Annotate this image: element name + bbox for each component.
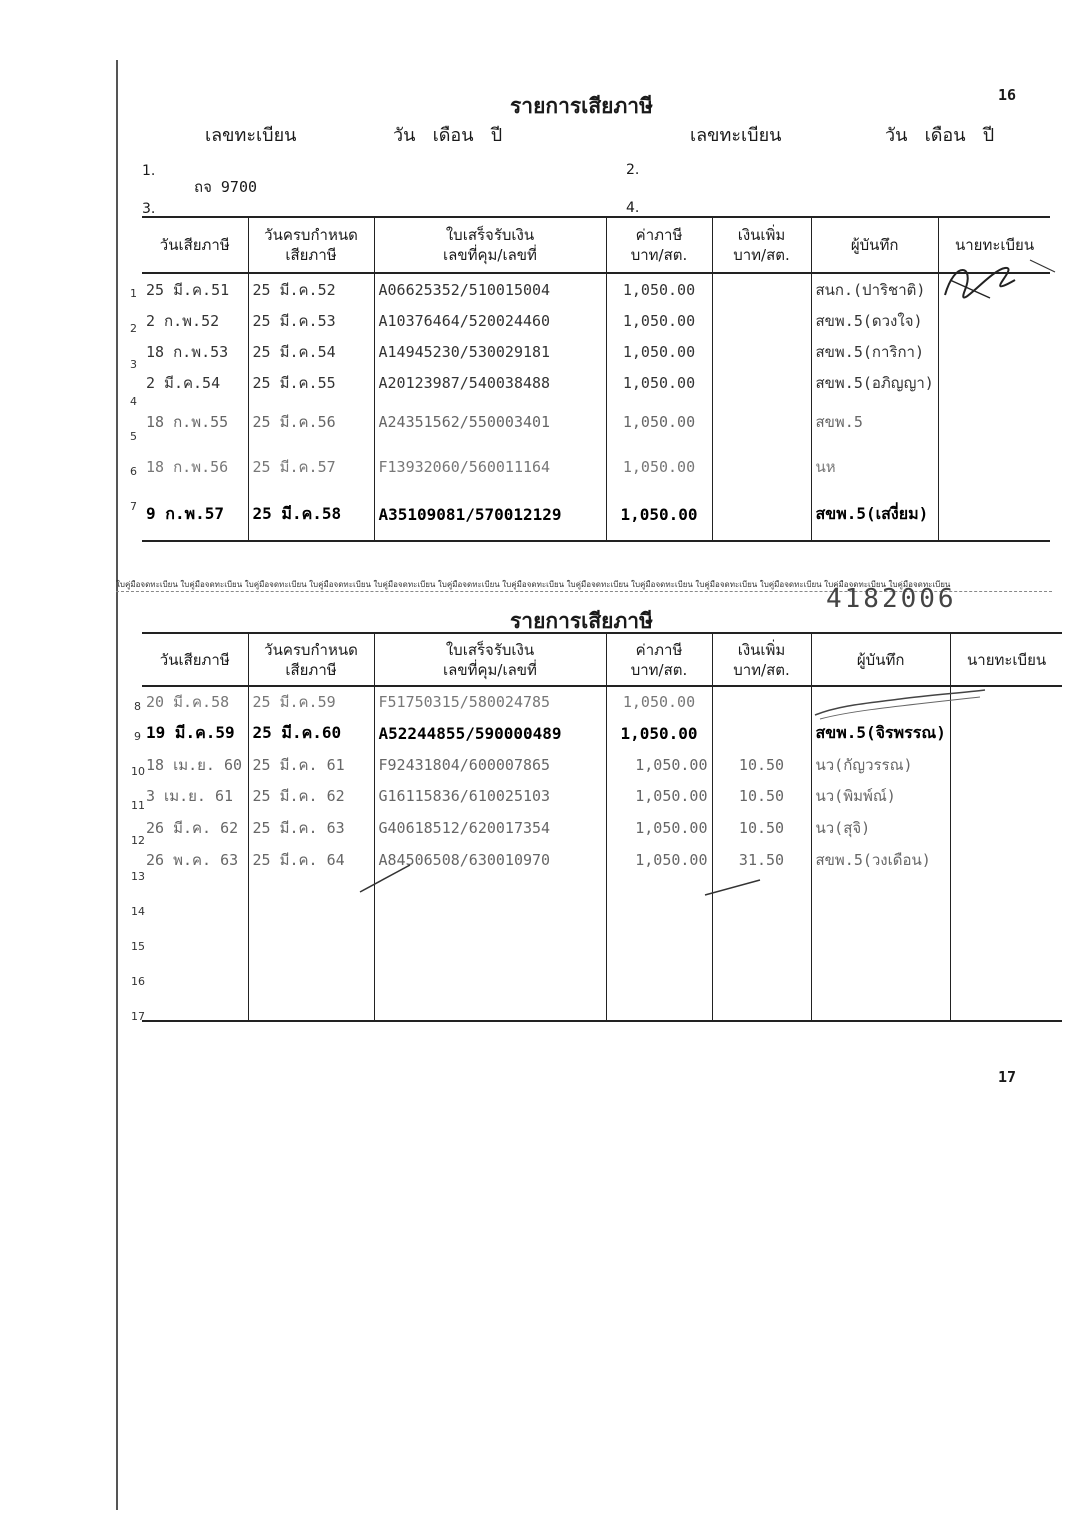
cell-pay-date <box>142 911 248 946</box>
cell-registrar <box>950 981 1062 1021</box>
row-number: 2 <box>130 322 137 335</box>
cell-due-date <box>248 981 374 1021</box>
cell-tax <box>606 876 712 911</box>
table-row <box>142 750 1062 780</box>
cell-registrar <box>938 336 1050 367</box>
cell-recorder: นว(สุจิ) <box>811 812 950 844</box>
header-due-date: วันครบกำหนด เสียภาษี <box>248 217 374 273</box>
entry-num-1: 1. <box>142 163 156 179</box>
cell-pay-date <box>142 946 248 981</box>
cell-extra <box>712 273 811 305</box>
cell-pay-date: 2 ก.พ.52 <box>146 311 220 330</box>
row-number: 15 <box>131 940 145 953</box>
cell-recorder: สนก.(ปาริชาติ) <box>811 273 938 305</box>
cell-tax: 1,050.00 <box>606 367 712 399</box>
cell-due-date: 25 มี.ค. 62 <box>248 780 374 812</box>
row-number: 12 <box>131 834 145 847</box>
cell-tax: 1,050.00 <box>606 716 712 750</box>
cell-pay-date: 9 ก.พ.57 <box>146 504 225 523</box>
cell-pay-date: 18 ก.พ.53 <box>146 342 229 361</box>
cell-receipt: A52244855/590000489 <box>374 716 606 750</box>
row-number: 3 <box>130 358 137 371</box>
cell-extra <box>712 305 811 336</box>
cell-recorder: นว(กัญวรรณ) <box>811 750 950 780</box>
row-number: 11 <box>131 799 145 812</box>
cell-extra: 31.50 <box>712 844 811 876</box>
header-pay-date: วันเสียภาษี <box>142 633 248 686</box>
header-receipt: ใบเสร็จรับเงิน เลขที่คุม/เลขที่ <box>374 217 606 273</box>
cell-receipt: G40618512/620017354 <box>374 812 606 844</box>
cell-pay-date: 18 เม.ย. 60 <box>146 756 243 774</box>
cell-tax: 1,050.00 <box>606 445 712 489</box>
cell-due-date: 25 มี.ค.56 <box>248 399 374 445</box>
cell-receipt: G16115836/610025103 <box>374 780 606 812</box>
cell-receipt: A84506508/630010970 <box>374 844 606 876</box>
table-row <box>142 844 1062 876</box>
cell-recorder: สขพ.5 <box>811 399 938 445</box>
row-number: 5 <box>130 430 137 443</box>
table-row <box>142 489 1050 541</box>
table-row <box>142 445 1050 489</box>
header-extra: เงินเพิ่ม บาท/สต. <box>712 633 811 686</box>
cell-due-date <box>248 946 374 981</box>
cell-tax: 1,050.00 <box>606 812 712 844</box>
cell-receipt: F51750315/580024785 <box>374 686 606 716</box>
cell-registrar <box>950 911 1062 946</box>
header-recorder: ผู้บันทึก <box>811 217 938 273</box>
cell-tax: 1,050.00 <box>606 686 712 716</box>
cell-pay-date: 18 ก.พ.55 <box>146 413 229 431</box>
row-number: 8 <box>134 700 141 713</box>
row-number: 16 <box>131 975 145 988</box>
date-label-right: วัน เดือน ปี <box>885 125 995 146</box>
pen-stroke-icon <box>355 860 415 895</box>
cell-receipt: F92431804/600007865 <box>374 750 606 780</box>
cell-pay-date: 20 มี.ค.58 <box>146 692 230 711</box>
cell-due-date: 25 มี.ค. 64 <box>248 844 374 876</box>
table-row <box>142 367 1050 399</box>
cell-pay-date: 18 ก.พ.56 <box>146 458 229 476</box>
cell-pay-date: 25 มี.ค.51 <box>146 280 230 299</box>
row-number: 17 <box>131 1010 145 1023</box>
cell-receipt: A06625352/510015004 <box>374 273 606 305</box>
cell-registrar <box>950 946 1062 981</box>
cell-due-date: 25 มี.ค.55 <box>248 367 374 399</box>
cell-tax: 1,050.00 <box>606 399 712 445</box>
cell-due-date: 25 มี.ค. 61 <box>248 750 374 780</box>
row-number: 10 <box>131 765 145 778</box>
cell-due-date: 25 มี.ค.54 <box>248 336 374 367</box>
cell-due-date: 25 มี.ค.53 <box>248 305 374 336</box>
cell-extra <box>712 911 811 946</box>
cell-recorder: สขพ.5(วงเดือน) <box>811 844 950 876</box>
reg-label-left: เลขทะเบียน <box>205 125 297 146</box>
table-row <box>142 981 1062 1021</box>
cell-extra <box>712 981 811 1021</box>
cell-receipt: F13932060/560011164 <box>374 445 606 489</box>
cell-pay-date: 2 มี.ค.54 <box>146 374 221 392</box>
header-recorder: ผู้บันทึก <box>811 633 950 686</box>
cell-registrar <box>950 844 1062 876</box>
date-label-left: วัน เดือน ปี <box>393 125 503 146</box>
cell-recorder <box>811 946 950 981</box>
cell-tax <box>606 981 712 1021</box>
cell-pay-date <box>142 876 248 911</box>
cell-receipt: A35109081/570012129 <box>374 489 606 541</box>
cell-due-date: 25 มี.ค.52 <box>248 273 374 305</box>
cell-receipt: A10376464/520024460 <box>374 305 606 336</box>
cell-tax <box>606 911 712 946</box>
pen-stroke-icon <box>700 875 770 900</box>
cell-receipt <box>374 911 606 946</box>
header-receipt: ใบเสร็จรับเงิน เลขที่คุม/เลขที่ <box>374 633 606 686</box>
cell-pay-date: 3 เม.ย. 61 <box>146 787 234 805</box>
cell-extra <box>712 489 811 541</box>
page-number-bottom: 17 <box>998 1068 1017 1086</box>
cell-registrar <box>950 812 1062 844</box>
cell-recorder <box>811 876 950 911</box>
cell-extra <box>712 367 811 399</box>
cell-extra <box>712 946 811 981</box>
cell-pay-date: 26 พ.ค. 63 <box>146 851 239 869</box>
table-row <box>142 336 1050 367</box>
perforation-strip: ใบคู่มือจดทะเบียน ใบคู่มือจดทะเบียน ใบคู่มือจดทะเบียน ใบคู่มือจดทะเบียน ใบคู่มือจดทะเบียน ใบคู่มือจดทะเบียน ใบคู่มือจดทะเบียน ใบคู่มือจดทะเบียน ใบคู่มือจดทะเบียน ใบคู่มือจดทะเบียน ใบคู่มือจดทะเบียน ใบคู่มือจดทะเบียน ใบคู่มือจดทะเบียน <box>116 578 1052 592</box>
header-pay-date: วันเสียภาษี <box>142 217 248 273</box>
registrar-signature-icon <box>920 250 1060 320</box>
cell-recorder: นว(พิมพ์ณ์) <box>811 780 950 812</box>
cell-recorder <box>811 981 950 1021</box>
table-row <box>142 946 1062 981</box>
reg-label-right: เลขทะเบียน <box>690 125 782 146</box>
cell-extra <box>712 445 811 489</box>
cell-pay-date <box>142 981 248 1021</box>
serial-stamp: 4182006 <box>826 584 957 614</box>
table-row <box>142 399 1050 445</box>
table-row <box>142 780 1062 812</box>
cell-tax: 1,050.00 <box>606 489 712 541</box>
row-number: 1 <box>130 287 137 300</box>
cell-pay-date: 26 มี.ค. 62 <box>146 819 239 837</box>
header-registrar: นายทะเบียน <box>950 633 1062 686</box>
row-number: 14 <box>131 905 145 918</box>
cell-receipt <box>374 946 606 981</box>
cell-recorder <box>811 911 950 946</box>
row-number: 6 <box>130 465 137 478</box>
cell-tax: 1,050.00 <box>606 273 712 305</box>
row-number: 9 <box>134 730 141 743</box>
tax-table-1 <box>142 216 1050 542</box>
registrar-stamp-icon <box>810 685 990 725</box>
registration-number: ถจ 9700 <box>194 178 258 196</box>
cell-tax <box>606 946 712 981</box>
cell-tax: 1,050.00 <box>606 844 712 876</box>
cell-registrar <box>938 445 1050 489</box>
cell-due-date: 25 มี.ค.57 <box>248 445 374 489</box>
cell-recorder: สขพ.5(การิกา) <box>811 336 938 367</box>
cell-registrar <box>938 367 1050 399</box>
header-tax: ค่าภาษี บาท/สต. <box>606 633 712 686</box>
cell-recorder: สขพ.5(อภิญญา) <box>811 367 938 399</box>
cell-extra: 10.50 <box>712 750 811 780</box>
cell-pay-date: 19 มี.ค.59 <box>146 722 235 742</box>
cell-due-date <box>248 911 374 946</box>
table-row <box>142 876 1062 911</box>
cell-registrar <box>950 780 1062 812</box>
cell-recorder: สขพ.5(ดวงใจ) <box>811 305 938 336</box>
cell-extra <box>712 686 811 716</box>
row-number: 7 <box>130 500 137 513</box>
header-due-date: วันครบกำหนด เสียภาษี <box>248 633 374 686</box>
page-number-top: 16 <box>998 86 1017 104</box>
entry-num-3: 3. <box>142 201 156 217</box>
cell-due-date: 25 มี.ค.58 <box>248 489 374 541</box>
cell-due-date: 25 มี.ค.60 <box>248 716 374 750</box>
cell-due-date: 25 มี.ค. 63 <box>248 812 374 844</box>
cell-receipt: A24351562/550003401 <box>374 399 606 445</box>
cell-extra <box>712 399 811 445</box>
section1-title: รายการเสียภาษี <box>510 94 653 118</box>
cell-due-date: 25 มี.ค.59 <box>248 686 374 716</box>
cell-tax: 1,050.00 <box>606 336 712 367</box>
cell-receipt: A20123987/540038488 <box>374 367 606 399</box>
entry-num-4: 4. <box>626 200 640 216</box>
cell-extra: 10.50 <box>712 812 811 844</box>
table-row <box>142 273 1050 305</box>
cell-registrar <box>950 750 1062 780</box>
table-row <box>142 305 1050 336</box>
cell-receipt <box>374 981 606 1021</box>
left-margin-line <box>116 60 118 1510</box>
table-row <box>142 911 1062 946</box>
cell-extra: 10.50 <box>712 780 811 812</box>
cell-recorder: สขพ.5(เสงี่ยม) <box>811 489 938 541</box>
cell-recorder: นห <box>811 445 938 489</box>
entry-num-2: 2. <box>626 162 640 178</box>
cell-receipt: A14945230/530029181 <box>374 336 606 367</box>
cell-recorder: สขพ.5(จิรพรรณ) <box>811 716 950 750</box>
cell-registrar <box>950 876 1062 911</box>
row-number: 13 <box>131 870 145 883</box>
cell-registrar <box>938 399 1050 445</box>
cell-extra <box>712 336 811 367</box>
cell-extra <box>712 716 811 750</box>
header-registrar: นายทะเบียน <box>938 217 1050 273</box>
section2-title: รายการเสียภาษี <box>510 609 653 633</box>
row-number: 4 <box>130 395 137 408</box>
header-tax: ค่าภาษี บาท/สต. <box>606 217 712 273</box>
cell-tax: 1,050.00 <box>606 305 712 336</box>
header-extra: เงินเพิ่ม บาท/สต. <box>712 217 811 273</box>
cell-registrar <box>938 489 1050 541</box>
table-row <box>142 812 1062 844</box>
cell-tax: 1,050.00 <box>606 750 712 780</box>
cell-tax: 1,050.00 <box>606 780 712 812</box>
